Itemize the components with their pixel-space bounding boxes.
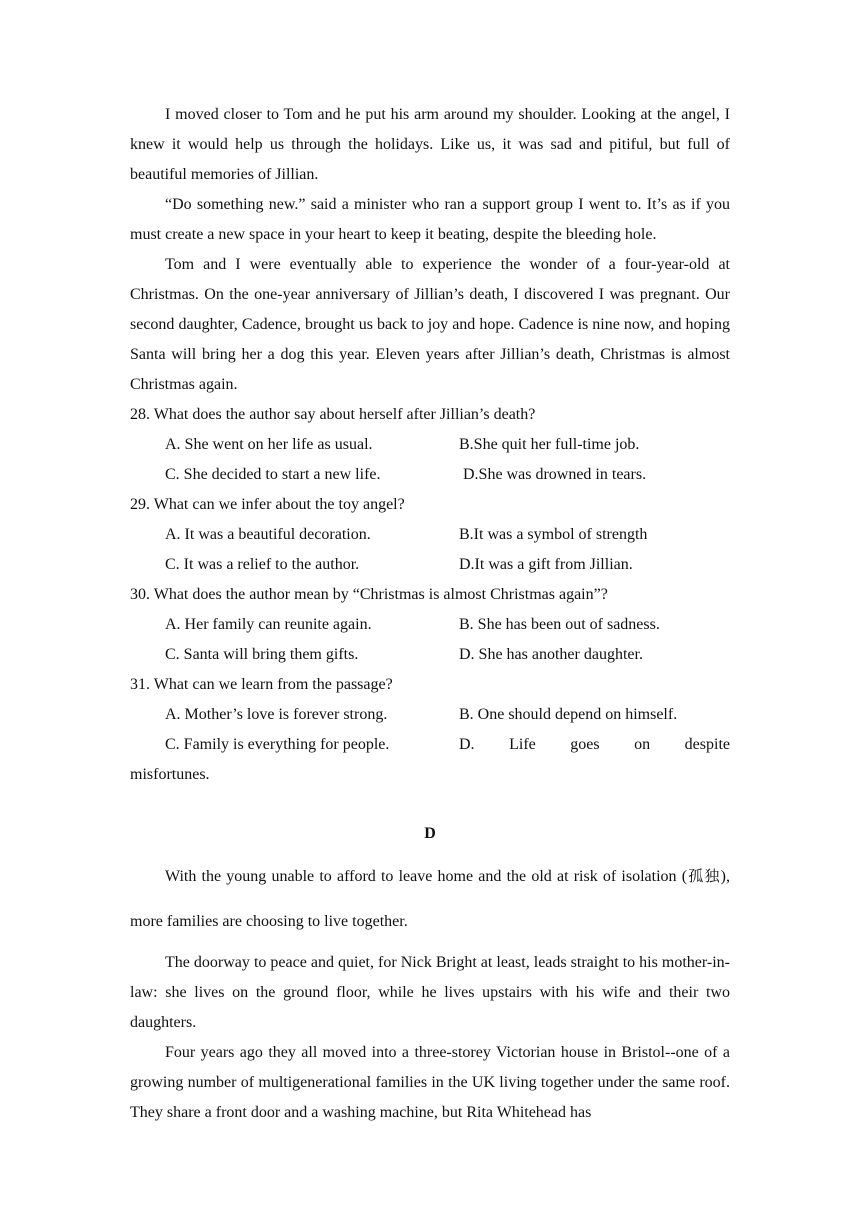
passage-c-paragraph-2: “Do something new.” said a minister who ran a support group I went to. It’s as if you must create a new space in your heart to keep it beating, despite the bleeding hole.	[130, 196, 730, 243]
question-30-row-2	[130, 640, 730, 670]
question-29-row-2	[130, 550, 730, 580]
question-28-option-a: A. She went on her life as usual.	[165, 436, 373, 453]
question-28-option-c: C. She decided to start a new life.	[165, 466, 381, 483]
question-30-row-1	[130, 610, 730, 640]
option-d-word: goes	[570, 736, 600, 753]
question-31-option-b: B. One should depend on himself.	[459, 706, 678, 723]
question-30-option-b: B. She has been out of sadness.	[459, 616, 660, 633]
question-28-stem: 28. What does the author say about herself after Jillian’s death?	[130, 406, 536, 423]
option-d-word: D.	[459, 736, 475, 753]
passage-c-paragraph-1: I moved closer to Tom and he put his arm around my shoulder. Looking at the angel, I knew it would help us through the holidays. Like us, it was sad and pitiful, but full of beautiful memories of Jillian.	[130, 106, 730, 183]
section-heading-d: D	[424, 825, 436, 842]
question-28-option-b: B.She quit her full-time job.	[459, 436, 640, 453]
question-30-option-d: D. She has another daughter.	[459, 646, 643, 663]
question-31-row-1	[130, 700, 730, 730]
question-29-option-b: B.It was a symbol of strength	[459, 526, 648, 543]
option-d-word: despite	[684, 736, 730, 753]
question-29-option-c: C. It was a relief to the author.	[165, 556, 360, 573]
passage-c-paragraph-3: Tom and I were eventually able to experience the wonder of a four-year-old at Christmas. On the one-year anniversary of Jillian’s death, I discovered I was pregnant. Our second daughter, Cadence, brought us back to joy and hope. Cadence is nine now, and hoping Santa will bring her a dog this year. Eleven years after Jillian’s death, Christmas is almost Christmas again.	[130, 256, 730, 393]
question-28-row-2	[130, 460, 730, 490]
question-29-stem: 29. What can we infer about the toy angel?	[130, 496, 405, 513]
question-30-option-a: A. Her family can reunite again.	[165, 616, 372, 633]
passage-d-paragraph-1: The doorway to peace and quiet, for Nick Bright at least, leads straight to his mother-in-law: she lives on the ground floor, while he lives upstairs with his wife and their two daughters.	[130, 954, 730, 1031]
question-31-row-2	[130, 730, 730, 760]
option-d-word: on	[634, 736, 651, 753]
question-29-option-d: D.It was a gift from Jillian.	[459, 556, 633, 573]
document-page	[130, 100, 730, 1128]
question-31-option-d-continuation: misfortunes.	[130, 766, 210, 783]
question-29-row-1	[130, 520, 730, 550]
question-28-row-1	[130, 430, 730, 460]
option-d-word: Life	[509, 736, 536, 753]
passage-d-intro-end: ), more families are choosing to live together.	[130, 868, 730, 930]
question-31-stem: 31. What can we learn from the passage?	[130, 676, 393, 693]
question-30-option-c: C. Santa will bring them gifts.	[165, 646, 359, 663]
passage-d-paragraph-2: Four years ago they all moved into a three-storey Victorian house in Bristol--one of a growing number of multigenerational families in the UK living together under the same roof. They share a front door and a washing machine, but Rita Whitehead has	[130, 1044, 730, 1121]
passage-d-intro	[130, 854, 730, 944]
question-31-option-c: C. Family is everything for people.	[165, 736, 390, 753]
question-31-option-d	[459, 730, 730, 760]
question-29-option-a: A. It was a beautiful decoration.	[165, 526, 371, 543]
question-31-option-a: A. Mother’s love is forever strong.	[165, 706, 388, 723]
question-30-stem: 30. What does the author mean by “Christmas is almost Christmas again”?	[130, 586, 608, 603]
passage-d-intro-start: With the young unable to afford to leave home and the old at risk of isolation (	[165, 868, 688, 885]
question-28-option-d: D.She was drowned in tears.	[463, 466, 647, 483]
passage-d-intro-cjk: 孤独	[687, 867, 721, 885]
